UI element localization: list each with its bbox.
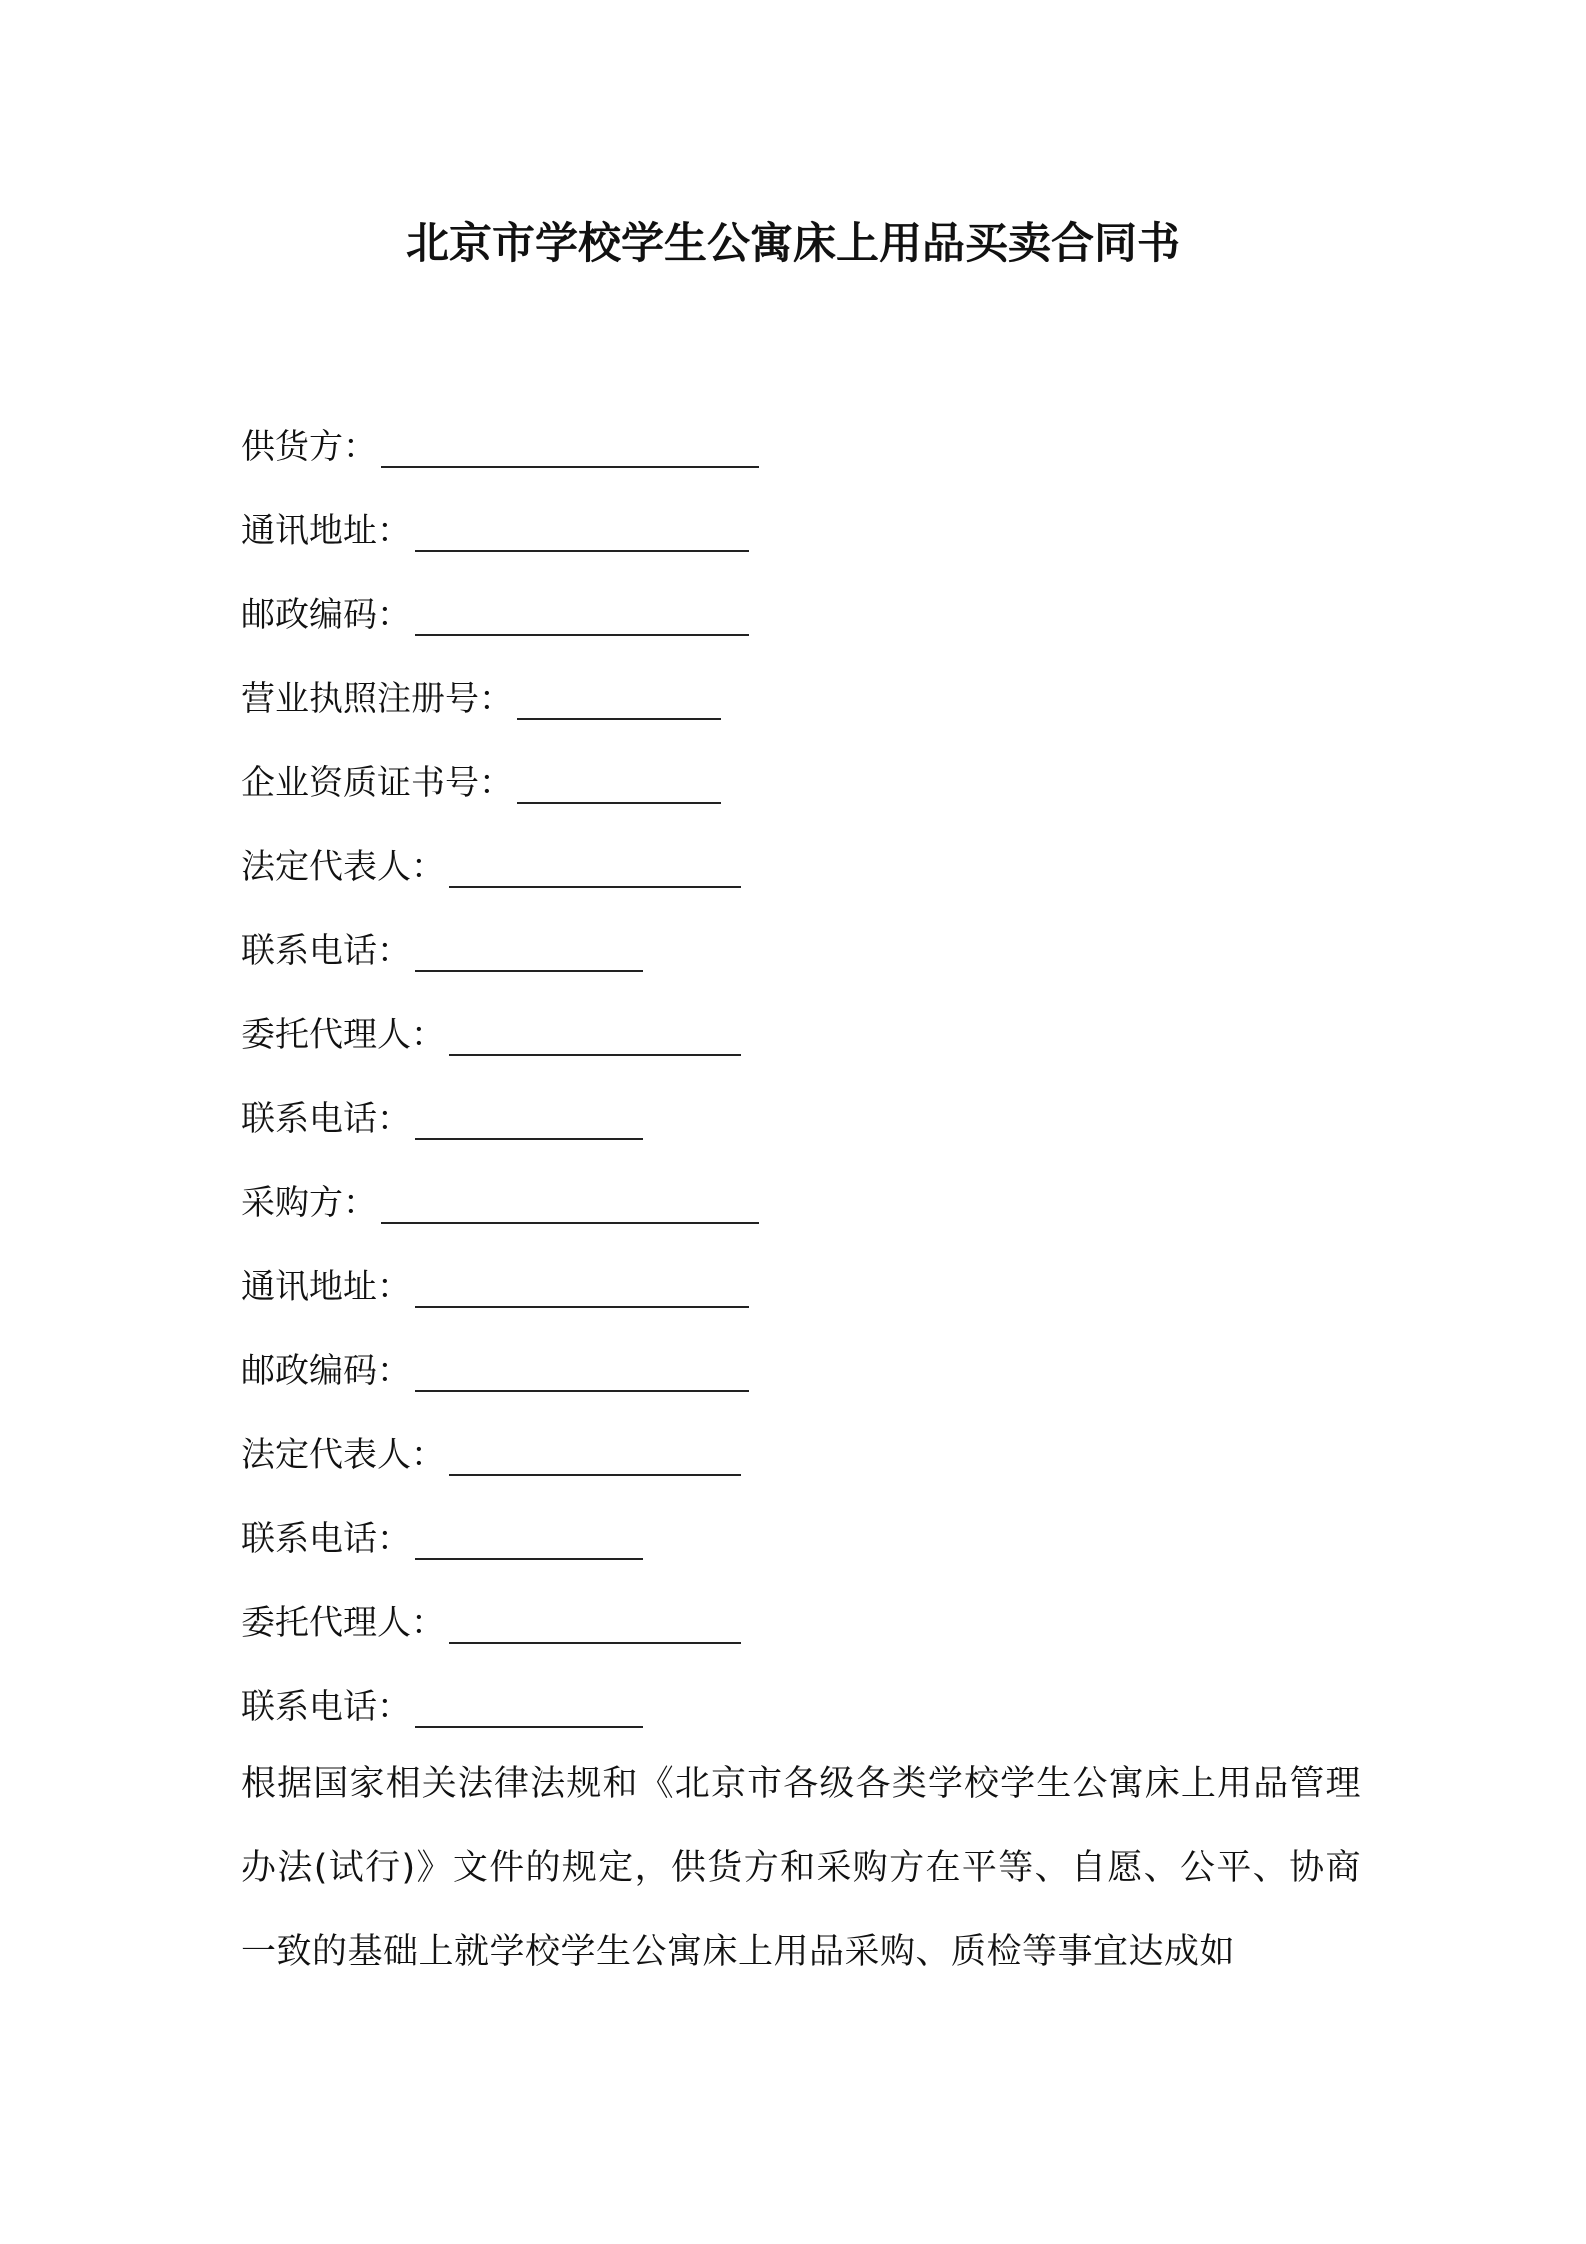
field-business-license: [241, 657, 1361, 741]
field-supplier-legal-rep: [241, 825, 1361, 909]
blank-line: [517, 678, 721, 720]
field-label: 委托代理人：: [241, 1015, 445, 1055]
field-label: 法定代表人：: [241, 1435, 445, 1475]
field-purchaser-phone: [241, 1497, 1361, 1581]
field-supplier-agent-phone: [241, 1077, 1361, 1161]
field-supplier-phone: [241, 909, 1361, 993]
field-supplier-address: [241, 489, 1361, 573]
field-label: 邮政编码：: [241, 1351, 411, 1391]
field-label: 营业执照注册号：: [241, 679, 513, 719]
blank-line: [381, 1182, 759, 1224]
field-label: 联系电话：: [241, 1099, 411, 1139]
blank-line: [449, 1602, 741, 1644]
field-purchaser-postcode: [241, 1329, 1361, 1413]
field-supplier: [241, 405, 1361, 489]
field-label: 联系电话：: [241, 931, 411, 971]
blank-line: [381, 426, 759, 468]
blank-line: [517, 762, 721, 804]
field-qualification-cert: [241, 741, 1361, 825]
blank-line: [415, 1350, 749, 1392]
field-label: 邮政编码：: [241, 595, 411, 635]
blank-line: [415, 594, 749, 636]
field-label: 联系电话：: [241, 1687, 411, 1727]
blank-line: [415, 1518, 643, 1560]
blank-line: [415, 1098, 643, 1140]
field-purchaser-agent-phone: [241, 1665, 1361, 1749]
field-supplier-postcode: [241, 573, 1361, 657]
document-title: 北京市学校学生公寓床上用品买卖合同书: [406, 219, 1180, 269]
blank-line: [449, 1014, 741, 1056]
field-purchaser-address: [241, 1245, 1361, 1329]
blank-line: [449, 1434, 741, 1476]
party-info-fields: [241, 405, 1361, 1749]
field-label: 通讯地址：: [241, 1267, 411, 1307]
field-purchaser-legal-rep: [241, 1413, 1361, 1497]
blank-line: [415, 510, 749, 552]
contract-preamble-paragraph: 根据国家相关法律法规和《北京市各级各类学校学生公寓床上用品管理办法(试行)》文件的规定，供货方和采购方在平等、自愿、公平、协商一致的基础上就学校学生公寓床上用品采购、质检等事宜达成如: [241, 1764, 1361, 1972]
field-label: 企业资质证书号：: [241, 763, 513, 803]
field-label: 联系电话：: [241, 1519, 411, 1559]
field-label: 委托代理人：: [241, 1603, 445, 1643]
field-label: 采购方：: [241, 1183, 377, 1223]
field-supplier-agent: [241, 993, 1361, 1077]
field-label: 通讯地址：: [241, 511, 411, 551]
field-label: 法定代表人：: [241, 847, 445, 887]
blank-line: [415, 930, 643, 972]
field-label: 供货方：: [241, 427, 377, 467]
field-purchaser-agent: [241, 1581, 1361, 1665]
blank-line: [415, 1266, 749, 1308]
field-purchaser: [241, 1161, 1361, 1245]
blank-line: [449, 846, 741, 888]
blank-line: [415, 1686, 643, 1728]
